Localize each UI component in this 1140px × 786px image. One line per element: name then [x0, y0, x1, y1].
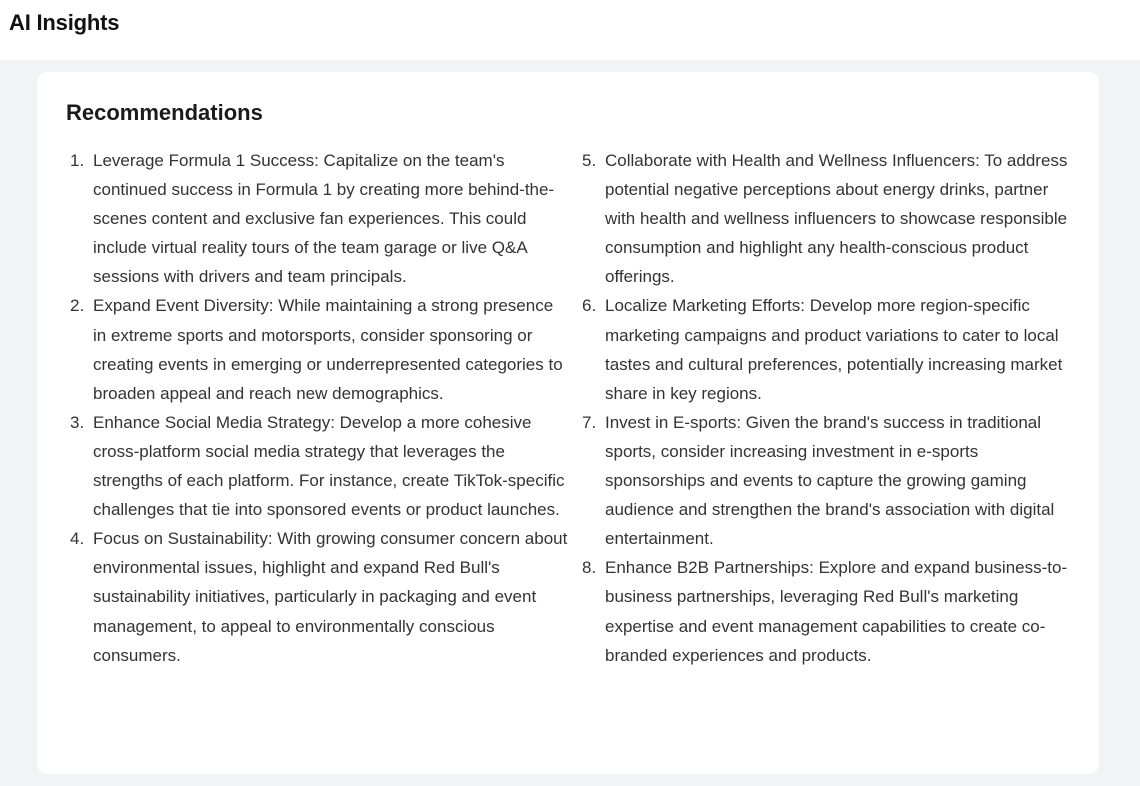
recommendation-item [70, 291, 570, 407]
recommendation-item [582, 146, 1082, 291]
recommendation-number: 6. [582, 296, 597, 316]
page-title: AI Insights [9, 10, 120, 35]
recommendation-text: Enhance B2B Partnerships: Explore and expand business-to-business partnerships, leveraging Red Bull's marketing expertise and event management capabilities to create co-branded experiences and products. [605, 558, 1068, 665]
recommendations-list-right [582, 146, 1082, 670]
recommendation-number: 1. [70, 151, 85, 170]
recommendation-number: 7. [582, 412, 597, 432]
recommendation-text: Expand Event Diversity: While maintaining a strong presence in extreme sports and motorsports, consider sponsoring or creating events in emerging or underrepresented categories to broaden appeal and reach new demographics. [93, 296, 563, 403]
recommendation-number: 8. [582, 558, 597, 578]
recommendation-item [582, 408, 1082, 553]
recommendation-item [582, 553, 1082, 669]
recommendation-number: 5. [582, 151, 597, 170]
recommendation-text: Leverage Formula 1 Success: Capitalize on the team's continued success in Formula 1 by creating more behind-the-scenes content and exclusive fan experiences. This could include virtual reality tours of the team garage or live Q&A sessions with drivers and team principals. [93, 151, 555, 287]
recommendation-text: Localize Marketing Efforts: Develop more region-specific marketing campaigns and product variations to cater to local tastes and cultural preferences, potentially increasing market share in key regions. [605, 296, 1063, 403]
recommendation-number: 3. [70, 412, 85, 432]
recommendation-number: 2. [70, 296, 85, 316]
recommendations-card [37, 72, 1099, 774]
recommendation-text: Enhance Social Media Strategy: Develop a more cohesive cross-platform social media strategy that leverages the strengths of each platform. For instance, create TikTok-specific challenges that tie into sponsored events or product launches. [93, 412, 565, 520]
recommendation-item [70, 408, 570, 524]
recommendations-list-left [70, 146, 570, 670]
recommendation-text: Focus on Sustainability: With growing consumer concern about environmental issues, highlight and expand Red Bull's sustainability initiatives, particularly in packaging and event management, to appeal to environmentally conscious consumers. [93, 529, 568, 665]
recommendation-text: Invest in E-sports: Given the brand's success in traditional sports, consider increasing investment in e-sports sponsorships and events to capture the growing gaming audience and strengthen the brand's association with digital entertainment. [605, 412, 1055, 549]
recommendation-text: Collaborate with Health and Wellness Influencers: To address potential negative perceptions about energy drinks, partner with health and wellness influencers to showcase responsible consumption and highlight any health-conscious product offerings. [605, 151, 1068, 287]
top-bar [0, 0, 1140, 60]
recommendation-number: 4. [70, 529, 85, 549]
card-title: Recommendations [66, 100, 263, 125]
recommendation-item [582, 291, 1082, 407]
recommendation-item [70, 524, 570, 669]
recommendation-item [70, 146, 570, 291]
